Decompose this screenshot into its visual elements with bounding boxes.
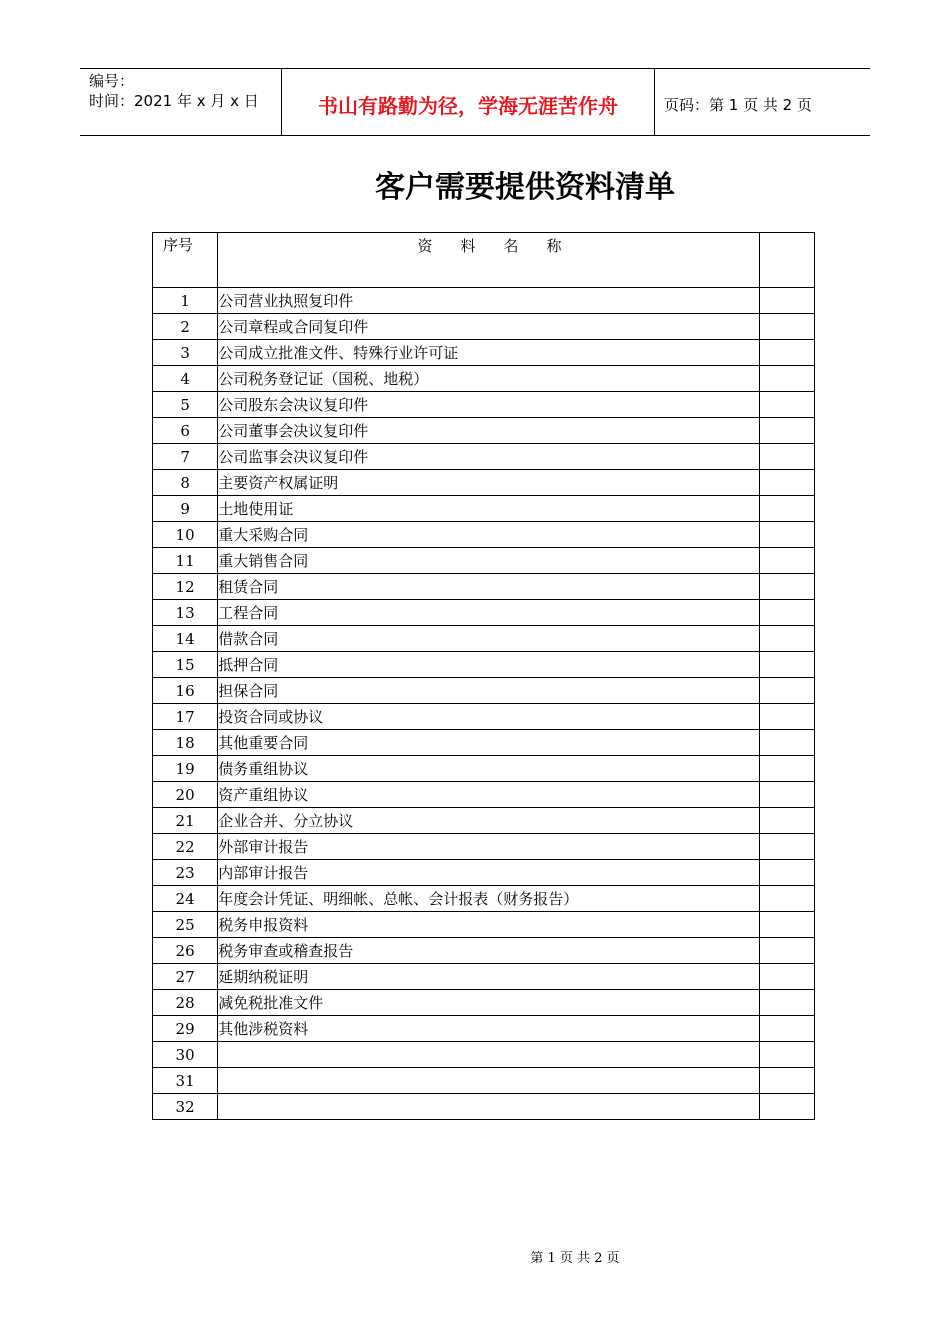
row-remark-cell [759,756,814,782]
row-number: 12 [153,574,218,600]
row-remark-cell [759,288,814,314]
row-remark-cell [759,964,814,990]
row-remark-cell [759,938,814,964]
row-remark-cell [759,834,814,860]
column-header-number: 序号 [153,233,218,288]
row-material-name: 土地使用证 [218,496,760,522]
row-material-name: 主要资产权属证明 [218,470,760,496]
table-row [153,574,815,600]
header-meta [80,69,282,135]
table-row [153,938,815,964]
row-remark-cell [759,782,814,808]
row-number: 21 [153,808,218,834]
row-remark-cell [759,652,814,678]
row-remark-cell [759,600,814,626]
row-material-name [218,1094,760,1120]
row-remark-cell [759,314,814,340]
row-number: 29 [153,1016,218,1042]
table-row [153,626,815,652]
row-material-name: 工程合同 [218,600,760,626]
table-row [153,392,815,418]
row-number: 23 [153,860,218,886]
row-material-name: 投资合同或协议 [218,704,760,730]
page-footer: 第 1 页 共 2 页 [530,1251,620,1266]
header-page-info: 页码：第 1 页 共 2 页 [664,95,812,114]
table-row [153,548,815,574]
row-number: 5 [153,392,218,418]
table-row [153,1042,815,1068]
table-row [153,730,815,756]
row-material-name: 税务申报资料 [218,912,760,938]
row-remark-cell [759,730,814,756]
row-number: 10 [153,522,218,548]
table-row [153,860,815,886]
table-row [153,912,815,938]
row-number: 17 [153,704,218,730]
row-material-name: 外部审计报告 [218,834,760,860]
table-row [153,834,815,860]
row-material-name: 内部审计报告 [218,860,760,886]
row-remark-cell [759,366,814,392]
row-number: 22 [153,834,218,860]
row-remark-cell [759,418,814,444]
row-number: 25 [153,912,218,938]
row-number: 14 [153,626,218,652]
column-header-name: 资料名称 [218,233,760,288]
table-row [153,1094,815,1120]
table-row [153,366,815,392]
row-remark-cell [759,912,814,938]
table-row [153,600,815,626]
row-material-name: 公司股东会决议复印件 [218,392,760,418]
table-row [153,418,815,444]
row-remark-cell [759,392,814,418]
row-number: 19 [153,756,218,782]
row-number: 27 [153,964,218,990]
row-number: 3 [153,340,218,366]
row-remark-cell [759,626,814,652]
table-row [153,990,815,1016]
materials-table [152,232,815,1120]
row-material-name: 抵押合同 [218,652,760,678]
table-row [153,782,815,808]
row-material-name: 税务审查或稽查报告 [218,938,760,964]
row-number: 11 [153,548,218,574]
table-row [153,470,815,496]
row-material-name: 其他涉税资料 [218,1016,760,1042]
row-remark-cell [759,860,814,886]
number-label: 编号： [89,72,135,90]
row-material-name: 公司监事会决议复印件 [218,444,760,470]
row-number: 13 [153,600,218,626]
row-material-name: 减免税批准文件 [218,990,760,1016]
table-row [153,808,815,834]
row-material-name: 重大销售合同 [218,548,760,574]
row-number: 28 [153,990,218,1016]
row-material-name [218,1068,760,1094]
row-material-name: 延期纳税证明 [218,964,760,990]
table-row [153,1016,815,1042]
row-number: 9 [153,496,218,522]
table-row [153,340,815,366]
row-number: 1 [153,288,218,314]
table-row [153,496,815,522]
table-row [153,652,815,678]
row-material-name: 租赁合同 [218,574,760,600]
row-material-name: 债务重组协议 [218,756,760,782]
row-material-name [218,1042,760,1068]
table-row [153,964,815,990]
row-number: 26 [153,938,218,964]
row-remark-cell [759,886,814,912]
row-number: 8 [153,470,218,496]
row-remark-cell [759,340,814,366]
row-remark-cell [759,1094,814,1120]
table-row [153,1068,815,1094]
row-material-name: 借款合同 [218,626,760,652]
table-row [153,756,815,782]
row-remark-cell [759,808,814,834]
document-title: 客户需要提供资料清单 [375,170,675,205]
row-material-name: 公司税务登记证（国税、地税） [218,366,760,392]
table-row [153,704,815,730]
table-row [153,522,815,548]
row-number: 6 [153,418,218,444]
table-row [153,678,815,704]
row-remark-cell [759,574,814,600]
row-number: 4 [153,366,218,392]
row-remark-cell [759,1016,814,1042]
header-motto: 书山有路勤为径，学海无涯苦作舟 [282,69,655,135]
row-number: 32 [153,1094,218,1120]
page-header [80,68,870,136]
table-row [153,444,815,470]
row-remark-cell [759,704,814,730]
table-header-row [153,233,815,288]
row-material-name: 公司董事会决议复印件 [218,418,760,444]
row-number: 30 [153,1042,218,1068]
table-row [153,288,815,314]
row-remark-cell [759,990,814,1016]
row-material-name: 公司营业执照复印件 [218,288,760,314]
row-material-name: 公司成立批准文件、特殊行业许可证 [218,340,760,366]
row-remark-cell [759,444,814,470]
row-number: 18 [153,730,218,756]
row-remark-cell [759,496,814,522]
row-material-name: 资产重组协议 [218,782,760,808]
column-header-remark [759,233,814,288]
row-number: 15 [153,652,218,678]
row-material-name: 担保合同 [218,678,760,704]
time-label: 时间：2021 年 x 月 x 日 [89,92,259,110]
row-remark-cell [759,522,814,548]
row-number: 2 [153,314,218,340]
row-number: 20 [153,782,218,808]
row-material-name: 公司章程或合同复印件 [218,314,760,340]
table-row [153,314,815,340]
row-number: 24 [153,886,218,912]
row-remark-cell [759,1042,814,1068]
row-material-name: 其他重要合同 [218,730,760,756]
row-number: 31 [153,1068,218,1094]
row-remark-cell [759,470,814,496]
row-remark-cell [759,1068,814,1094]
row-remark-cell [759,678,814,704]
row-number: 7 [153,444,218,470]
row-material-name: 年度会计凭证、明细帐、总帐、会计报表（财务报告） [218,886,760,912]
row-material-name: 重大采购合同 [218,522,760,548]
table-row [153,886,815,912]
row-number: 16 [153,678,218,704]
row-material-name: 企业合并、分立协议 [218,808,760,834]
row-remark-cell [759,548,814,574]
